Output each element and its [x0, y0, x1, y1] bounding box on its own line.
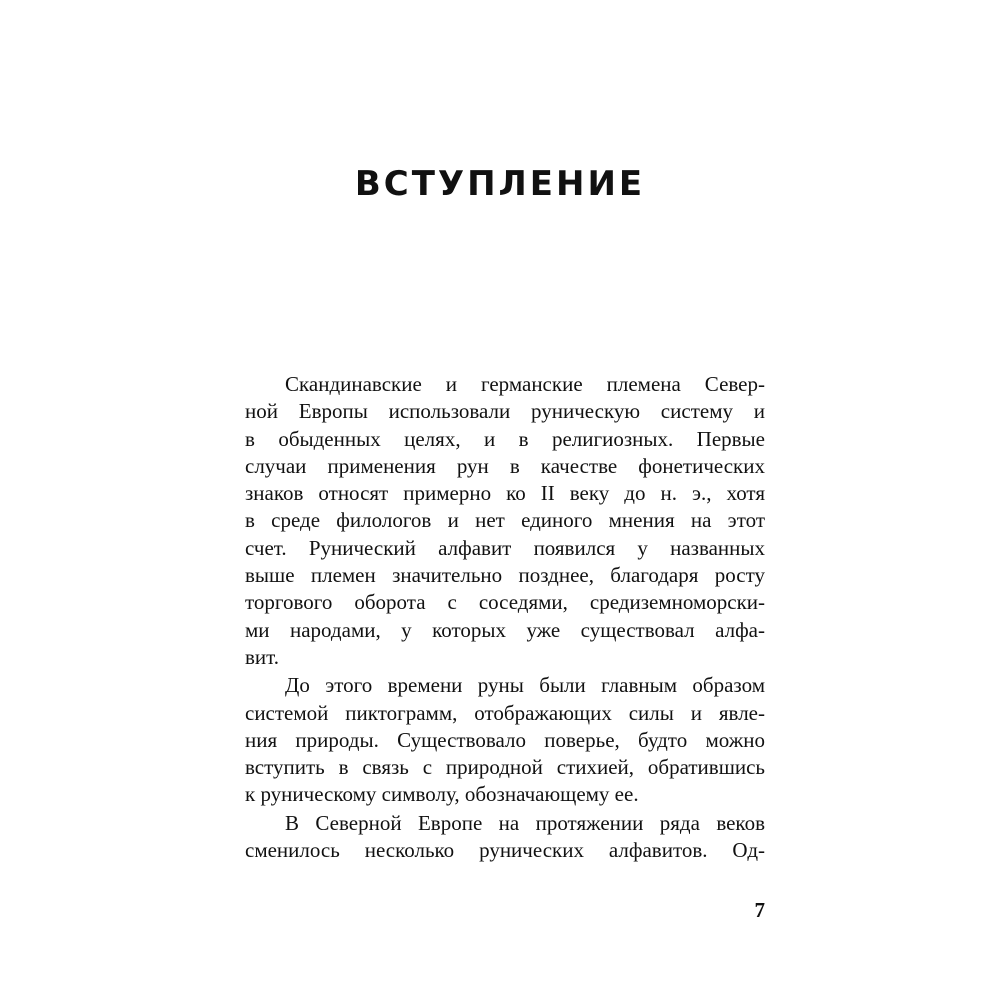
text-line: случаи применения рун в качестве фонетических	[245, 453, 765, 478]
text-line: торгового оборота с соседями, средиземноморски-	[245, 590, 765, 615]
text-line: выше племен значительно позднее, благодаря росту	[245, 563, 765, 588]
text-line: в среде филологов и нет единого мнения на этот	[245, 508, 765, 533]
text-line: До этого времени руны были главным образом	[285, 673, 765, 698]
text-line: в обыденных целях, и в религиозных. Первые	[245, 426, 765, 451]
text-line: сменилось несколько рунических алфавитов. Од-	[245, 838, 765, 863]
text-line: ми народами, у которых уже существовал алфа-	[245, 617, 765, 642]
text-line: знаков относят примерно ко II веку до н. э., хотя	[245, 481, 765, 506]
text-line: Скандинавские и германские племена Север-	[285, 372, 765, 396]
page-number: 7	[754, 898, 765, 922]
text-line: счет. Рунический алфавит появился у названных	[245, 535, 765, 560]
text-line: ной Европы использовали руническую систему и	[245, 399, 765, 424]
chapter-title: ВСТУПЛЕНИЕ	[354, 164, 646, 204]
text-line: ния природы. Существовало поверье, будто можно	[245, 727, 765, 752]
body-text	[245, 371, 765, 864]
text-line: вит.	[245, 644, 280, 669]
text-line: вступить в связь с природной стихией, обратившись	[245, 755, 765, 780]
text-line: системой пиктограмм, отображающих силы и явле-	[245, 700, 765, 725]
text-line: к руническому символу, обозначающему ее.	[245, 782, 639, 807]
text-line: В Северной Европе на протяжении ряда веков	[285, 810, 765, 835]
